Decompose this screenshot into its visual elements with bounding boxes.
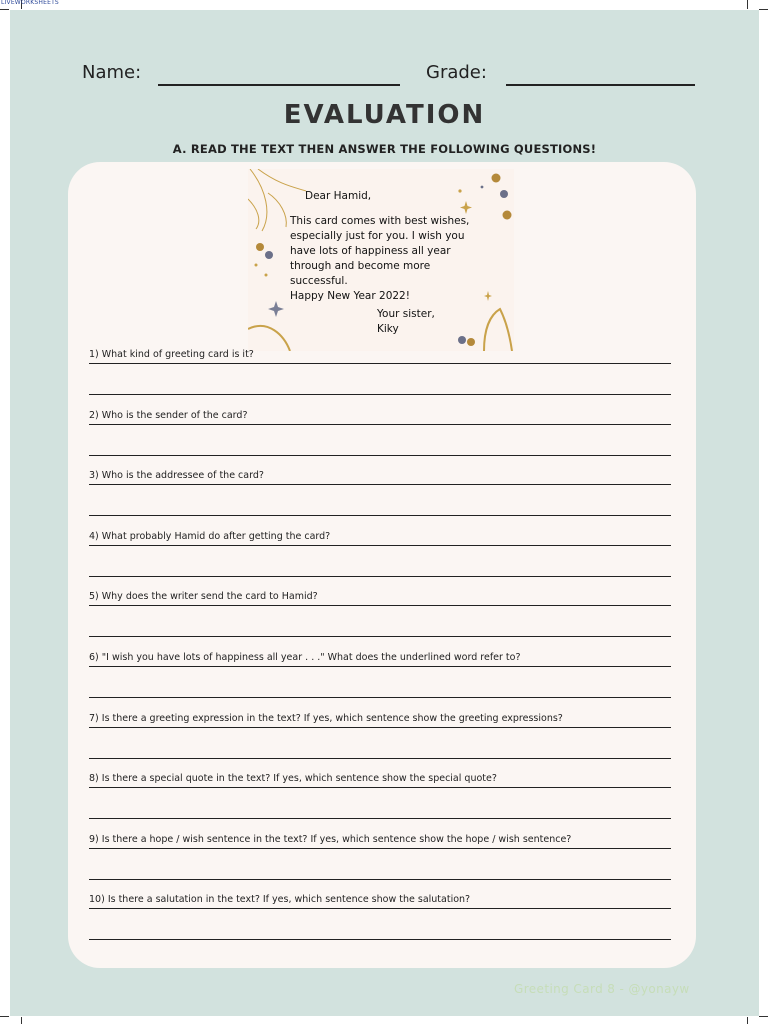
question-text: 7) Is there a greeting expression in the text? If yes, which sentence show the greeting expressions? [89,712,563,724]
question-text: 1) What kind of greeting card is it? [89,349,254,360]
question-text: 4) What probably Hamid do after getting the card? [89,530,331,542]
question-text: 5) Why does the writer send the card to Hamid? [89,591,318,603]
crop-mark [0,9,9,10]
question-text: 10) Is there a salutation in the text? If yes, which sentence show the salutation? [89,894,471,906]
top-tag: LIVEWORKSHEETS [1,0,59,6]
grade-line[interactable] [506,84,695,86]
answer-line[interactable] [89,515,671,516]
answer-line[interactable] [89,636,671,637]
crop-mark [747,1017,748,1024]
card-closing: Your sister, [377,308,435,320]
answer-line[interactable] [89,424,671,425]
crop-mark [759,1016,768,1017]
answer-line[interactable] [89,666,671,667]
worksheet [10,10,759,1016]
card-body-line: especially just for you. I wish you [290,230,465,242]
card-body-line: successful. [290,275,348,287]
answer-line[interactable] [89,605,671,606]
question-text: 9) Is there a hope / wish sentence in the text? If yes, which sentence show the hope / wish sentence? [89,833,572,845]
grade-label: Grade: [426,62,487,83]
instruction: A. READ THE TEXT THEN ANSWER THE FOLLOWING QUESTIONS! [172,142,597,156]
card-body-line: This card comes with best wishes, [290,215,470,227]
card-body-line: have lots of happiness all year [290,245,451,257]
name-line[interactable] [158,84,400,86]
greeting-card-image [248,169,514,351]
card-signature: Kiky [377,323,399,335]
answer-line[interactable] [89,787,671,788]
answer-line[interactable] [89,394,671,395]
answer-line[interactable] [89,576,671,577]
question-text: 8) Is there a special quote in the text? If yes, which sentence show the special quote? [89,773,497,785]
page-title: EVALUATION [283,100,486,130]
answer-line[interactable] [89,545,671,546]
answer-line[interactable] [89,697,671,698]
answer-line[interactable] [89,939,671,940]
card-greeting: Dear Hamid, [305,190,372,202]
answer-line[interactable] [89,879,671,880]
answer-line[interactable] [89,363,671,364]
answer-line[interactable] [89,758,671,759]
crop-mark [747,0,748,9]
question-text: 6) "I wish you have lots of happiness all year . . ." What does the underlined word refer to? [89,652,521,663]
footer-credit: Greeting Card 8 - @yonayw [514,982,690,996]
question-text: 3) Who is the addressee of the card? [89,470,264,482]
name-label: Name: [82,62,142,83]
answer-line[interactable] [89,818,671,819]
crop-mark [0,1016,9,1017]
answer-line[interactable] [89,908,671,909]
crop-mark [759,9,768,10]
card-body-line: Happy New Year 2022! [290,290,410,302]
answer-line[interactable] [89,727,671,728]
question-text: 2) Who is the sender of the card? [89,409,248,421]
answer-line[interactable] [89,484,671,485]
answer-line[interactable] [89,848,671,849]
crop-mark [21,1017,22,1024]
answer-line[interactable] [89,455,671,456]
content-panel [68,162,696,968]
card-body-line: through and become more [290,260,431,272]
